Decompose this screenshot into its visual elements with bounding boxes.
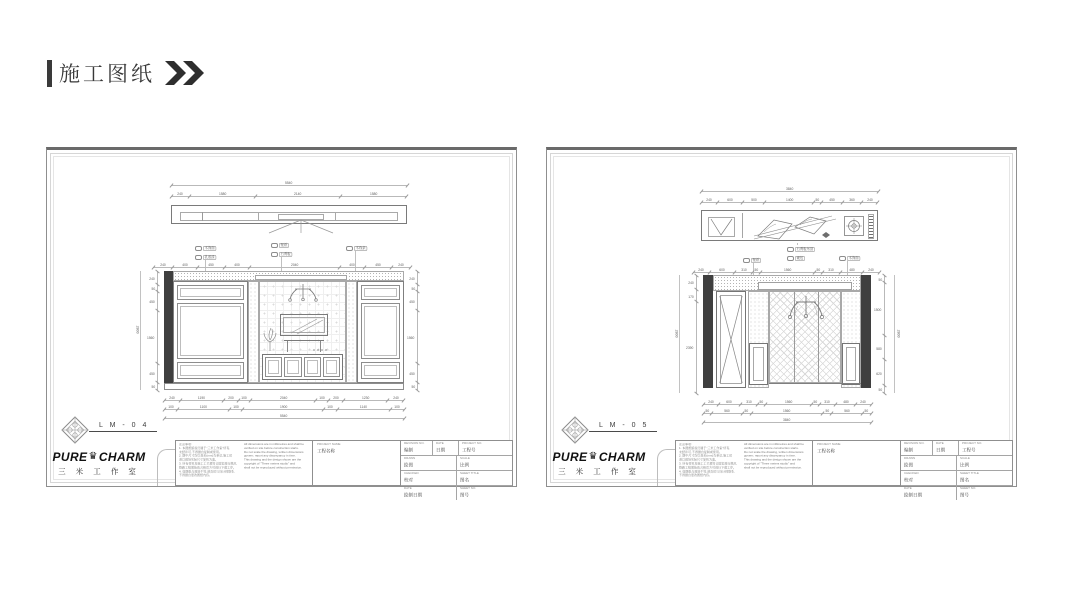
panel-top: [361, 285, 400, 300]
double-chevron-icon: [165, 61, 207, 85]
dim-row: 240 1580 2140 1580: [171, 189, 407, 197]
material-callout: 木饰面: [195, 244, 227, 253]
studio-logo: [552, 450, 646, 464]
tag-icon: [787, 247, 794, 252]
panel-middle: [361, 303, 400, 359]
plan-projection-lines: [172, 206, 408, 225]
mirror-frame: [280, 314, 328, 336]
notes-box: [675, 440, 813, 486]
studio-ornament-icon: [561, 416, 589, 444]
dim-total: 2800: [674, 329, 678, 338]
dim-col: 240 50 450 1560 450 50: [150, 271, 158, 390]
dim-row: 240 600 500 1400 50 450 360 240: [701, 195, 878, 203]
dim-total: 2800: [135, 325, 139, 334]
tag-icon: [346, 246, 353, 251]
page-title: 施工图纸: [59, 63, 155, 86]
project-name-cell: PROJECT NAME 工程名称: [313, 440, 401, 486]
base-cabinet: [262, 354, 343, 380]
studio-name: 三 米 工 作 室: [558, 467, 640, 476]
notes-en: All dimensions are in millimetres and shall be verified on site before construction starts. Do not scale the drawing, written dimensions govern; report any discrepancy in time. This drawing and the design shown are the copyright of "Three meters studio" and shall not be reproduced without permission.: [744, 443, 804, 470]
panel-top: [177, 285, 244, 300]
notes-cn: 注意事项: 1. 本图纸版权归属于“三米工作室”所有, 未经许可,不得擅自复制或使用。 2. 图中尺寸均以毫米(mm)为单位,施工时 请以现场实际尺寸复核为准。 3. 所有材料及施工工艺须符合国家现行规范, 隐蔽工程须验收合格后方可进行下道工序。 4. 如图纸与现场不符,请及时与设计师联系, 不得擅自更改图纸内容。: [179, 443, 238, 478]
ceiling-plan-view: [171, 205, 407, 224]
project-name-cell: PROJECT NAME 工程名称: [813, 440, 901, 486]
wainscot-panel-left: [173, 281, 248, 383]
notes-cn: 注意事项: 1. 本图纸版权归属于“三米工作室”所有, 未经许可,不得擅自复制或使用。 2. 图中尺寸均以毫米(mm)为单位,施工时 请以现场实际尺寸复核为准。 3. 所有材料及施工工艺须符合国家现行规范, 隐蔽工程须验收合格后方可进行下道工序。 4. 如图纸与现场不符,请及时与设计师联系, 不得擅自更改图纸内容。: [679, 443, 738, 478]
dim-line: [140, 271, 141, 390]
drawing-sheet-lm05: [546, 147, 1017, 498]
dim-row: 50 560 50 1560 50 560 50: [703, 406, 871, 414]
dim-row: 240 600 310 50 1560 50 310 480 240: [703, 397, 871, 405]
panel-bottom: [361, 362, 400, 379]
plan-divider: [742, 213, 743, 238]
material-callout: 木饰面: [839, 254, 871, 263]
baseboard: [164, 383, 404, 390]
page-header: [47, 58, 207, 88]
chandelier-icon: [786, 296, 826, 326]
decor-objects: [312, 348, 328, 352]
wall-elevation-view: [135, 271, 416, 390]
sheet-code: L M - 0 5: [589, 422, 657, 432]
pilaster-strip: [248, 281, 259, 383]
material-callout: 木线条: [346, 244, 378, 253]
door-swing-lines: [709, 218, 734, 236]
drawing-sheet-lm04: [46, 147, 517, 498]
material-callout: 硬包: [787, 254, 813, 263]
crown-icon: ♛: [88, 450, 98, 462]
studio-ornament-icon: [61, 416, 89, 444]
chandelier-icon: [285, 284, 321, 306]
dim-col: 50 1500 580 620 50: [877, 275, 885, 393]
logo-word-charm: CHARM: [598, 450, 646, 464]
wall-section-cut: [703, 275, 713, 388]
logo-word-pure: PURE: [52, 450, 88, 464]
cornice-step: [255, 275, 347, 280]
dim-line: [679, 275, 680, 393]
title-block: REVISION NO. 编制 DATE 日期 PROJECT NO. 工程号 DRAWN 绘图 SCALE 比例 CHECKED 校对 SHEET TITLE 图名 DATE 绘制日期 SHEET NO. 图号: [401, 440, 513, 486]
cabinet-door: [304, 357, 321, 377]
dim-row: 240 400 450 400 2040 400 450 240: [153, 260, 411, 268]
studio-logo: [52, 450, 146, 464]
material-callout: 石膏板: [271, 250, 303, 259]
dim-row: 5540: [164, 411, 404, 419]
logo-word-pure: PURE: [552, 450, 588, 464]
divider-bracket: [157, 449, 177, 486]
tag-icon: [195, 246, 202, 251]
crown-icon: ♛: [588, 450, 598, 462]
dim-row: 5540: [171, 178, 407, 186]
wall-section-cut: [164, 271, 173, 383]
dim-line: [894, 275, 895, 393]
cabinet-door: [265, 357, 282, 377]
wall-section-cut: [861, 275, 871, 388]
dim-total: 2800: [896, 329, 900, 338]
plant-icon: [262, 324, 278, 352]
pilaster-strip: [346, 281, 357, 383]
tag-icon: [839, 256, 846, 261]
soft-upholstered-wall: [769, 291, 841, 383]
notes-box: [175, 440, 313, 486]
ceiling-plan-view: [701, 210, 878, 241]
sheet-code: L M - 0 4: [89, 422, 157, 432]
notes-en: All dimensions are in millimetres and shall be verified on site before construction starts. Do not scale the drawing, written dimensions govern; report any discrepancy in time. This drawing and the design shown are the copyright of "Three meters studio" and shall not be reproduced without permission.: [244, 443, 304, 470]
material-callout: 乳胶漆: [195, 253, 227, 262]
tag-icon: [271, 243, 278, 248]
wall-elevation-view: [674, 275, 900, 393]
bed-pillows-plan: [752, 213, 840, 240]
dim-col: 240 50 450 1560 450 50: [410, 271, 418, 390]
studio-name: 三 米 工 作 室: [58, 467, 140, 476]
door-x-brace: [717, 292, 745, 387]
door-elevation: [716, 291, 746, 388]
baseboard: [769, 383, 861, 388]
dim-row: 3840: [703, 415, 871, 423]
material-callout: 壁纸: [743, 256, 769, 265]
material-callout: 壁纸: [271, 241, 297, 250]
logo-word-charm: CHARM: [98, 450, 146, 464]
mirror-glass-lines: [281, 315, 329, 337]
cornice-band: [713, 275, 861, 291]
ceiling-light-symbol: [844, 216, 864, 236]
title-block: REVISION NO. 编制 DATE 日期 PROJECT NO. 工程号 DRAWN 绘图 SCALE 比例 CHECKED 校对 SHEET TITLE 图名 DATE 绘制日期 SHEET NO. 图号: [901, 440, 1013, 486]
dim-row: 100 1100 100 1900 100 1140 100: [164, 402, 404, 410]
dim-col: 240 170 2390: [689, 275, 697, 393]
side-cabinet: [749, 343, 768, 385]
tag-icon: [271, 252, 278, 257]
dim-row: 3840: [701, 184, 878, 192]
radiator-hatch: [868, 214, 874, 239]
header-accent-bar: [47, 60, 52, 87]
cabinet-door: [323, 357, 340, 377]
side-cabinet: [842, 343, 860, 385]
material-callout: 石膏板吊顶: [787, 245, 831, 254]
callout-leader: [797, 243, 798, 245]
tag-icon: [743, 258, 750, 263]
cabinet-door: [284, 357, 301, 377]
dim-row: 240 1190 200 100 2040 100 200 1230 240: [164, 393, 404, 401]
dim-row: 240 600 310 50 1560 50 310 480 240: [693, 265, 879, 273]
center-wall-wallpaper: [259, 281, 346, 383]
door-leaf-plan: [708, 217, 735, 237]
cornice-step: [758, 282, 852, 290]
wainscot-panel-right: [357, 281, 404, 383]
divider-bracket: [657, 449, 677, 486]
tag-icon: [787, 256, 794, 261]
panel-middle: [177, 303, 244, 359]
panel-bottom: [177, 362, 244, 379]
cornice-band: [173, 271, 404, 281]
